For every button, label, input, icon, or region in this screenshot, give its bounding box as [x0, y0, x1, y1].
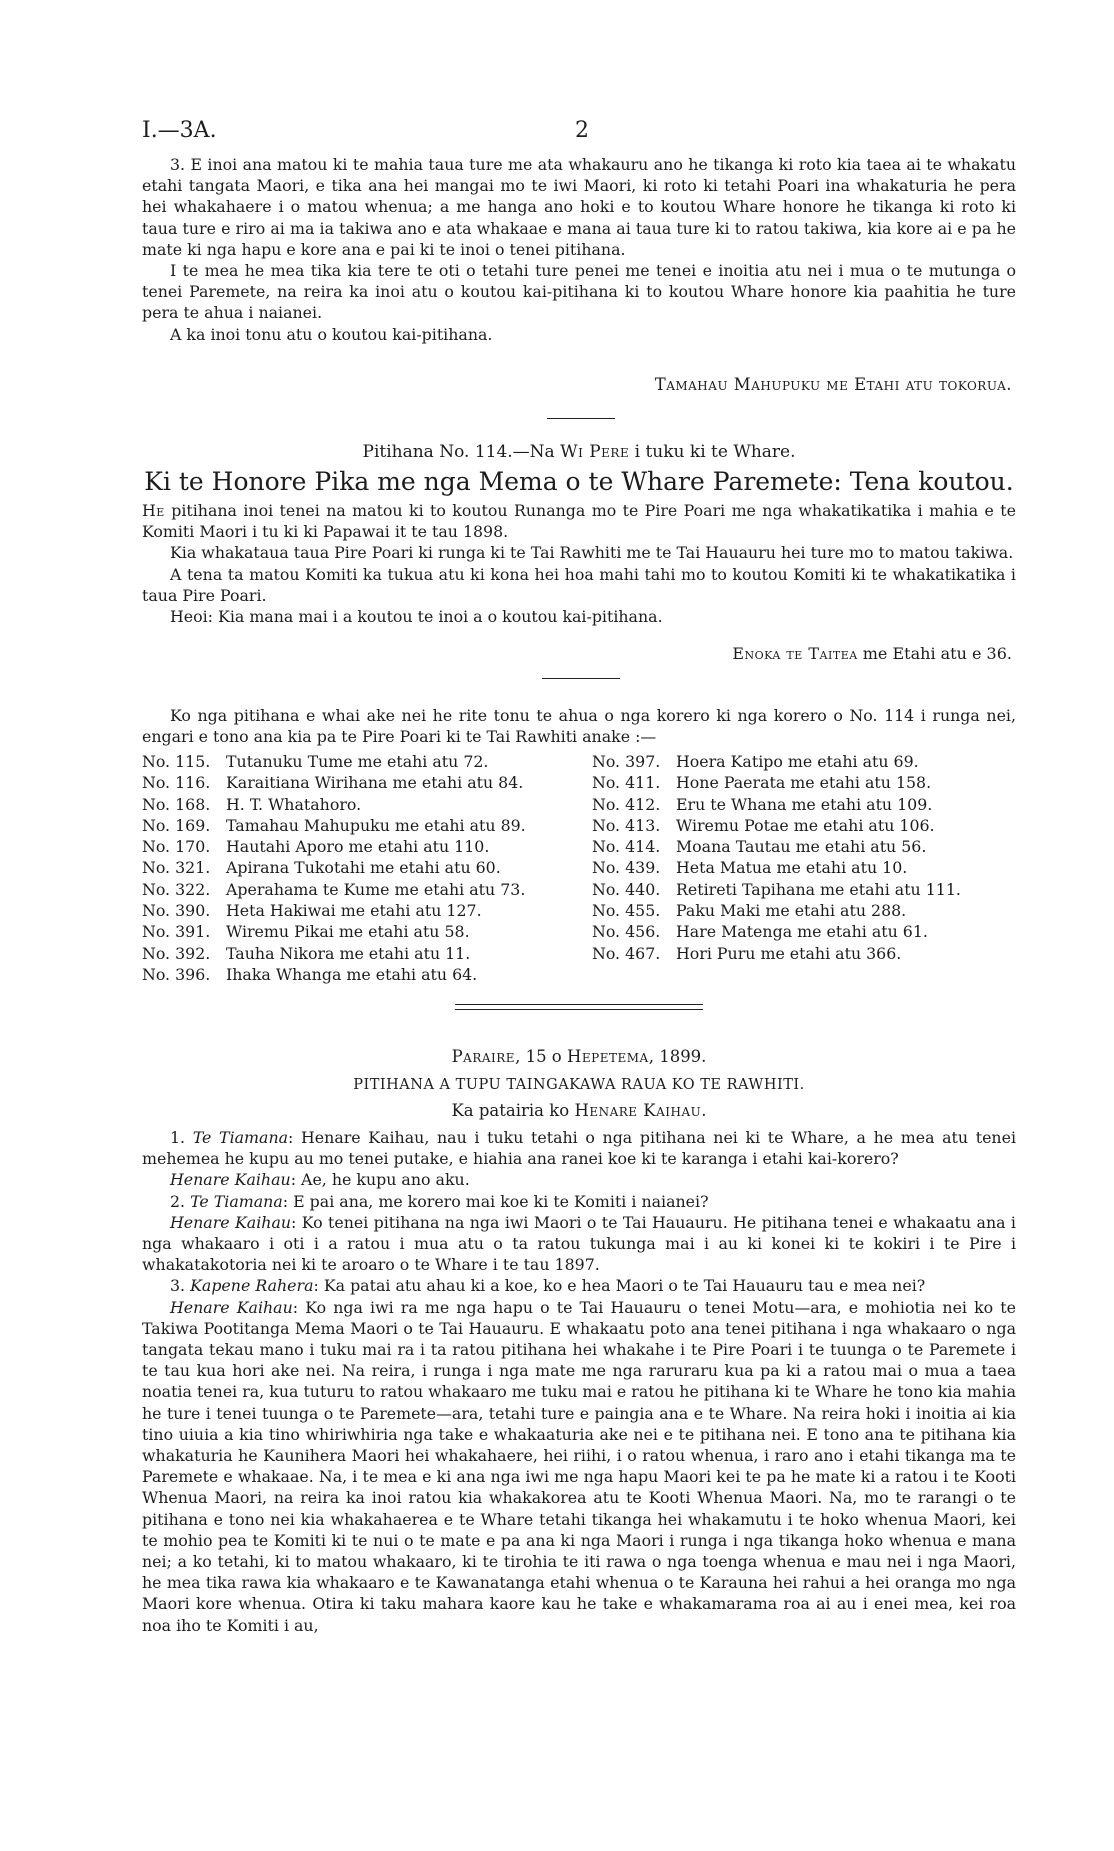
petition-number: No. 168.	[142, 794, 211, 814]
petition-number: No. 414.	[592, 837, 661, 857]
petition-list-item	[592, 879, 961, 900]
petition-list-item	[592, 900, 961, 921]
page-number: 2	[575, 118, 589, 143]
petition-list-item	[592, 836, 961, 857]
petition-list-item	[142, 921, 526, 942]
petition-list-item	[142, 943, 526, 964]
petition-number: No. 115.	[142, 752, 211, 771]
speaker: Te Tiamana	[190, 1191, 283, 1211]
question-text: : Ka patai atu ahau ki a koe, ko e hea Maori o te Tai Hauauru tau e mea nei?	[313, 1276, 926, 1296]
heading-suffix: i tuku ki te Whare.	[629, 442, 796, 462]
witness-name: Henare Kaihau	[574, 1101, 702, 1120]
petition-signatories: H. T. Whatahoro.	[226, 794, 362, 814]
petition-list-item	[592, 921, 961, 942]
petition-signatories: Karaitiana Wirihana me etahi atu 84.	[226, 773, 524, 793]
similar-petitions-intro	[142, 705, 1016, 747]
heading-name: Wi Pere	[560, 442, 630, 462]
date-day: Paraire	[451, 1047, 516, 1066]
question-text: : E pai ana, me korero mai koe ki te Komiti i naianei?	[282, 1191, 709, 1211]
petition-list-item	[592, 857, 961, 878]
speaker: Kapene Rahera	[190, 1276, 314, 1296]
petition-list-left	[142, 751, 526, 985]
petition-number: No. 396.	[142, 964, 211, 984]
answer-2	[142, 1212, 1016, 1276]
paragraph: A tena ta matou Komiti ka tukua atu ki kona hei hoa mahi tahi mo to koutou Komiti ki te whakatikatika i taua Pire Poari.	[142, 564, 1016, 605]
petition-number: No. 321.	[142, 858, 211, 878]
speaker: Henare Kaihau	[170, 1212, 292, 1232]
petition-list-item	[142, 815, 526, 836]
petition-number: No. 413.	[592, 815, 661, 835]
witness-line	[142, 1100, 1016, 1121]
speaker: Henare Kaihau	[170, 1297, 293, 1317]
question-text: : Henare Kaihau, nau i tuku tetahi o nga pitihana nei ki te Whare, a he mea atu tenei mehemea he kupu au mo tenei putake, e hiahia ana ranei koe ki te karanga i etahi kai-korero?	[142, 1128, 1017, 1169]
petition-number: No. 322.	[142, 879, 211, 899]
petition-signatories: Wiremu Pikai me etahi atu 58.	[226, 922, 470, 942]
date-mid: , 15 o	[515, 1047, 567, 1066]
section-title: PITIHANA A TUPU TAINGAKAWA RAUA KO TE RAWHITI.	[353, 1077, 805, 1093]
petition-top-body	[142, 154, 1016, 345]
answer-1	[142, 1169, 1016, 1190]
paragraph: I te mea he mea tika kia tere te oti o tetahi ture penei me tenei e inoitia atu nei i mua o te mutunga o tenei Paremete, na reira ka inoi atu o koutou kai-pitihana ki to koutou Whare honore kia paahitia he ture pera te ahua i naianei.	[142, 261, 1016, 323]
answer-text: : Ae, he kupu ano aku.	[290, 1170, 470, 1190]
petition-number: No. 116.	[142, 773, 211, 793]
petition-list-item	[592, 815, 961, 836]
petition-signatories: Ihaka Whanga me etahi atu 64.	[226, 964, 478, 984]
hearing-transcript	[142, 1127, 1016, 1636]
petition-number: No. 390.	[142, 901, 211, 921]
speaker: Henare Kaihau	[170, 1170, 291, 1190]
petition-signatories: Heta Matua me etahi atu 10.	[676, 858, 908, 878]
paragraph: A ka inoi tonu atu o koutou kai-pitihana.	[170, 324, 493, 344]
petition-114-heading	[142, 442, 1016, 463]
paragraph: Kia whakataua taua Pire Poari ki runga ki te Tai Rawhiti me te Tai Hauauru hei ture mo to matou takiwa.	[170, 543, 1014, 563]
petition-list-item	[592, 794, 961, 815]
petition-list-item	[142, 794, 526, 815]
question-number: 3.	[170, 1276, 191, 1296]
double-rule-divider	[455, 1004, 703, 1010]
paragraph: Ko nga pitihana e whai ake nei he rite tonu te ahua o nga korero ki nga korero o No. 114 i runga nei, engari e tono ana kia pa te Pire Poari ki te Tai Rawhiti anake :—	[142, 706, 1016, 747]
petition-number: No. 170.	[142, 837, 211, 857]
petition-signatories: Aperahama te Kume me etahi atu 73.	[226, 879, 526, 899]
petition-114-title: Ki te Honore Pika me nga Mema o te Whare Paremete: Tena koutou.	[144, 467, 1014, 496]
petition-signatories: Heta Hakiwai me etahi atu 127.	[226, 901, 482, 921]
petition-list-item	[592, 772, 961, 793]
signature-suffix: me Etahi atu e 36.	[857, 644, 1012, 663]
petition-signatories: Eru te Whana me etahi atu 109.	[676, 794, 933, 814]
petition-list-item	[592, 943, 961, 964]
signature-name: Enoka te Taitea	[732, 644, 858, 663]
petition-signatories: Hoera Katipo me etahi atu 69.	[676, 752, 919, 771]
petition-signatories: Wiremu Potae me etahi atu 106.	[676, 815, 935, 835]
petition-number: No. 467.	[592, 943, 661, 963]
date-year: , 1899.	[648, 1047, 707, 1066]
first-word: He	[142, 501, 165, 520]
petition-signatories: Moana Tautau me etahi atu 56.	[676, 837, 927, 857]
paragraph	[142, 500, 1016, 542]
petition-list-right	[592, 751, 961, 964]
petition-number: No. 439.	[592, 858, 661, 878]
petition-list-item	[142, 836, 526, 857]
question-number: 2.	[170, 1191, 191, 1211]
petition-list-item	[142, 879, 526, 900]
petition-list-item	[142, 751, 526, 772]
petition-number: No. 440.	[592, 879, 661, 899]
speaker: Te Tiamana	[192, 1128, 289, 1147]
petition-number: No. 456.	[592, 922, 661, 942]
paragraph-rest: pitihana inoi tenei na matou ki to koutou Runanga mo te Pire Poari me nga whakatikatika i mahia e te Komiti Maori i tu ki ki Papawai it te tau 1898.	[142, 501, 1016, 542]
petition-signatories: Hautahi Aporo me etahi atu 110.	[226, 837, 490, 857]
witness-prefix: Ka patairia ko	[451, 1101, 575, 1120]
petition-number: No. 169.	[142, 815, 211, 835]
section-divider	[547, 418, 615, 419]
petition-list-item	[142, 857, 526, 878]
petition-list-item	[142, 772, 526, 793]
petition-list-item	[142, 900, 526, 921]
date-month: Hepetema	[567, 1047, 649, 1066]
petition-114-signature	[142, 643, 1012, 664]
witness-suffix: .	[701, 1101, 707, 1120]
heading-prefix: Pitihana No. 114.—Na	[362, 442, 561, 462]
petition-number: No. 391.	[142, 922, 211, 942]
paragraph: Heoi: Kia mana mai i a koutou te inoi a o koutou kai-pitihana.	[170, 607, 663, 627]
petition-signatories: Paku Maki me etahi atu 288.	[676, 901, 907, 921]
section-divider	[542, 678, 620, 679]
question-3	[142, 1275, 1016, 1296]
answer-text: : Ko nga iwi ra me nga hapu o te Tai Hauauru o tenei Motu—ara, e mohiotia nei ko te Takiwa Pootitanga Mema Maori o te Tai Hauauru. E whakaatu poto ana tenei pitihana i nga whakaaro o nga tangata tekau mano i tuku mai ra i ta ratou pitihana hei whakahe i te Pire Poari i te tuunga o te Paremete i te tau kua hori ake nei. Na reira, i runga i nga mate me nga raruraru kua pa ki a ratou mai o mua a taea noatia tenei ra, kua tuturu to ratou whakaaro me tuku mai e ratou he pitihana ki te Whare he tono kia mahia he ture i tenei tuunga o te Paremete—ara, tetahi ture e paingia ana e te Whare. Na reira hoki i inoitia ai kia tino uiuia a kia tino whiriwhiria nga take e whakaaturia ake nei e te pitihana nei. E tono ana te pitihana kia whakaturia he Kaunihera Maori hei whakahaere, hei riihi, i o ratou whenua, i raro ano i etahi tikanga ma te Paremete e whakaae. Na, i te mea e ki ana nga iwi me nga hapu Maori kei te pa he mate ki a ratou i te Kooti Whenua Maori, na reira ka inoi ratou kia whakakorea atu te Kooti Whenua Maori. Na, mo te rarangi o te pitihana e tono nei kia whakahaerea e te Whare tetahi tikanga hei whakamutu i te hoko whenua Maori, kei te mohio pea te Komiti ki te nui o te mate e pa ana ki nga Maori i runga i nga tikanga hoko whenua e mana nei; a ko tetahi, ki to matou whakaaro, ki te tirohia te iti rawa o nga toenga whenua e mau nei i nga Maori, he mea tika rawa kia whakaaro e te Kawanatanga etahi whenua o te Karauna hei rahui a hei oranga mo nga Maori kore whenua. Otira ki taku mahara kaore kau he take e whakamarama roa ai au i enei mea, kei roa noa iho te Komiti i au,	[142, 1297, 1016, 1635]
petition-number: No. 397.	[592, 752, 661, 771]
hearing-date	[142, 1046, 1016, 1067]
question-2	[142, 1191, 1016, 1212]
petition-signatories: Tamahau Mahupuku me etahi atu 89.	[226, 815, 526, 835]
petition-top-signature: Tamahau Mahupuku me Etahi atu tokorua.	[654, 375, 1012, 394]
petition-list-item	[592, 751, 961, 772]
petition-signatories: Hone Paerata me etahi atu 158.	[676, 773, 932, 793]
petition-signatories: Tauha Nikora me etahi atu 11.	[226, 943, 471, 963]
petition-number: No. 392.	[142, 943, 211, 963]
petition-signatories: Retireti Tapihana me etahi atu 111.	[676, 879, 961, 899]
paragraph: 3. E inoi ana matou ki te mahia taua ture me ata whakauru ano he tikanga ki roto kia taea ai te whakatu etahi tangata Maori, e tika ana hei mangai mo te iwi Maori, ki roto ki tetahi Poari ina whakaturia he pera hei whakahaere i o matou whenua; a me hanga ano hoki e to koutou Whare honore he tikanga ki roto ki taua ture e riro ai ma ia takiwa ano e ata whakaae e mana ai taua ture ki to ratou takiwa, kia kore ai e pa he mate ki nga hapu e kore ana e pai ki te inoi o tenei pitihana.	[142, 155, 1016, 259]
question-1	[142, 1127, 1016, 1169]
petition-list-item	[142, 964, 526, 985]
answer-3	[142, 1297, 1016, 1636]
petition-signatories: Apirana Tukotahi me etahi atu 60.	[226, 858, 501, 878]
petition-signatories: Hori Puru me etahi atu 366.	[676, 943, 902, 963]
question-number: 1.	[170, 1128, 193, 1147]
answer-text: : Ko tenei pitihana na nga iwi Maori o te Tai Hauauru. He pitihana tenei e whakaatu ana i nga whakaaro i oti i a ratou i mua atu o ta ratou tukunga mai i au ki konei ki te kokiri i te Pire i whakatakotoria nei ki te aroaro o te Whare i te tau 1897.	[142, 1212, 1016, 1275]
petition-signatories: Tutanuku Tume me etahi atu 72.	[226, 752, 489, 771]
document-reference: I.—3A.	[142, 118, 217, 143]
petition-114-body	[142, 500, 1016, 627]
petition-signatories: Hare Matenga me etahi atu 61.	[676, 922, 928, 942]
petition-number: No. 411.	[592, 773, 661, 793]
petition-number: No. 412.	[592, 794, 661, 814]
petition-number: No. 455.	[592, 901, 661, 921]
